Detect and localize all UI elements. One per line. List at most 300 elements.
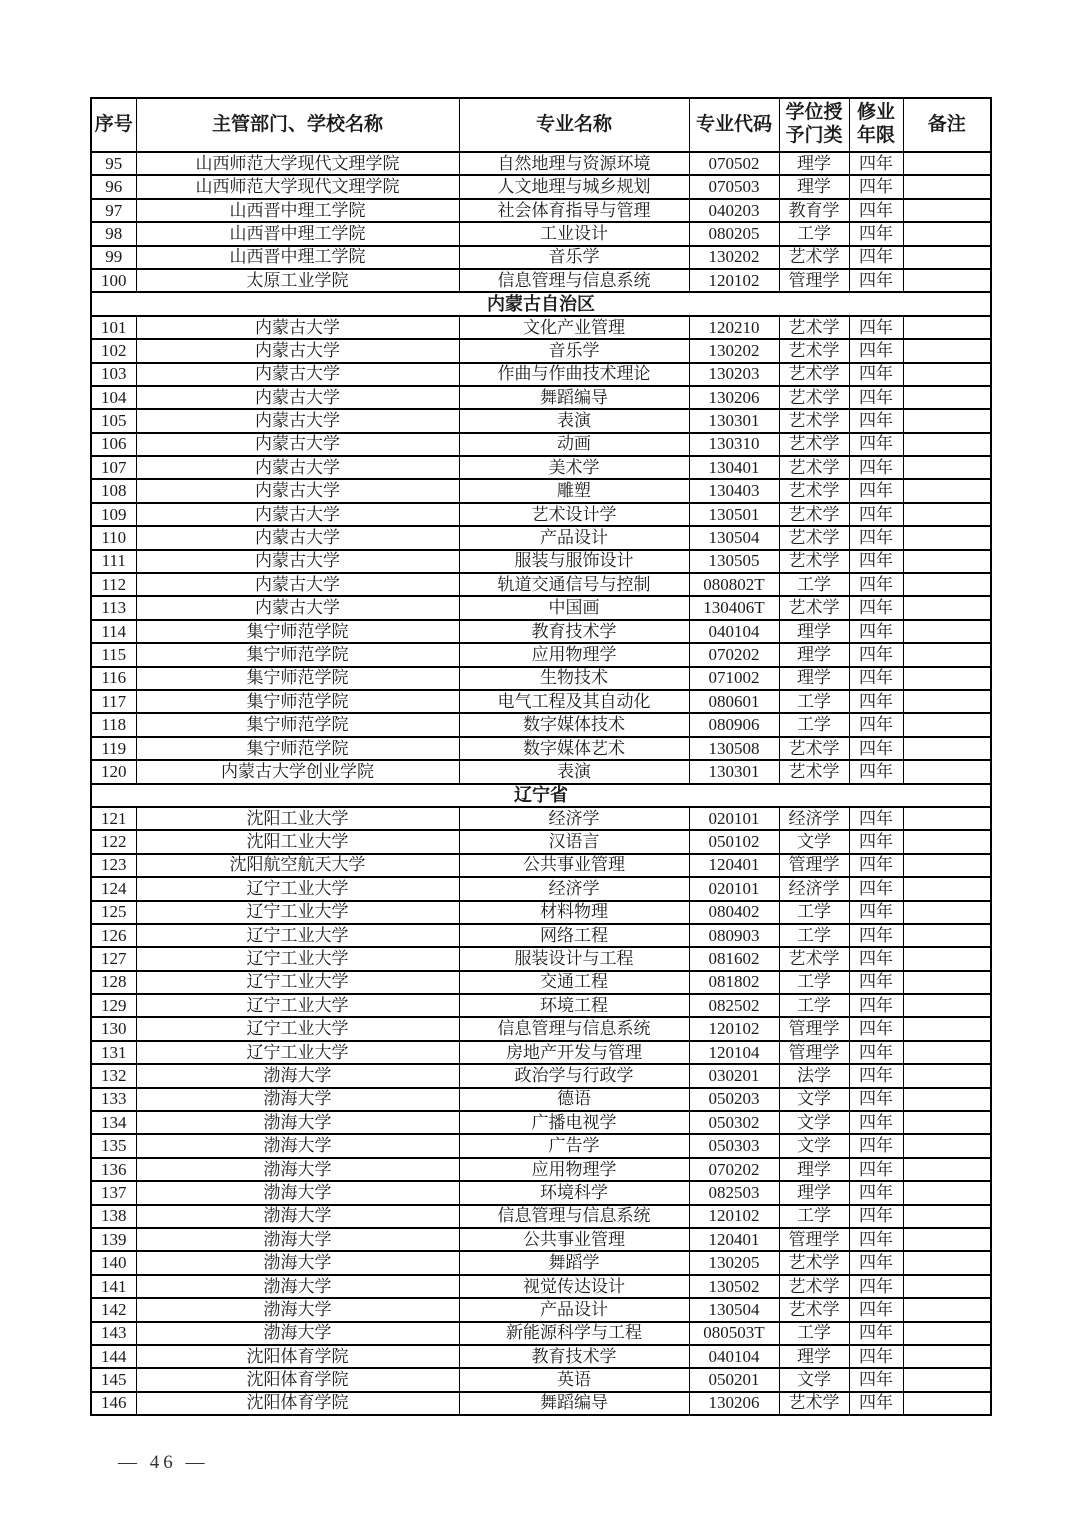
cell-degree: 管理学 <box>779 1041 849 1064</box>
cell-note <box>903 596 991 619</box>
cell-code: 130401 <box>689 456 779 479</box>
cell-major: 产品设计 <box>459 526 689 549</box>
cell-major: 经济学 <box>459 877 689 900</box>
table-row <box>91 175 991 198</box>
cell-school: 内蒙古大学 <box>136 526 459 549</box>
table-row <box>91 1275 991 1298</box>
cell-note <box>903 667 991 690</box>
table-row <box>91 269 991 292</box>
cell-code: 050303 <box>689 1134 779 1157</box>
cell-no: 114 <box>91 620 136 643</box>
cell-degree: 艺术学 <box>779 526 849 549</box>
cell-degree: 艺术学 <box>779 947 849 970</box>
cell-school: 辽宁工业大学 <box>136 924 459 947</box>
cell-code: 130310 <box>689 433 779 456</box>
cell-note <box>903 1275 991 1298</box>
cell-degree: 工学 <box>779 971 849 994</box>
cell-school: 内蒙古大学 <box>136 479 459 502</box>
cell-degree: 艺术学 <box>779 1275 849 1298</box>
table-row <box>91 854 991 877</box>
table-row <box>91 1134 991 1157</box>
cell-major: 自然地理与资源环境 <box>459 152 689 175</box>
cell-major: 公共事业管理 <box>459 1228 689 1251</box>
cell-years: 四年 <box>849 479 903 502</box>
cell-code: 070502 <box>689 152 779 175</box>
cell-school: 内蒙古大学 <box>136 573 459 596</box>
cell-degree: 艺术学 <box>779 760 849 783</box>
cell-degree: 工学 <box>779 1322 849 1345</box>
cell-major: 音乐学 <box>459 246 689 269</box>
cell-major: 交通工程 <box>459 971 689 994</box>
cell-years: 四年 <box>849 550 903 573</box>
cell-degree: 工学 <box>779 713 849 736</box>
cell-major: 舞蹈学 <box>459 1251 689 1274</box>
cell-no: 144 <box>91 1345 136 1368</box>
cell-major: 汉语言 <box>459 830 689 853</box>
cell-degree: 文学 <box>779 1111 849 1134</box>
column-header: 学位授 予门类 <box>779 98 849 152</box>
cell-degree: 工学 <box>779 924 849 947</box>
cell-years: 四年 <box>849 1181 903 1204</box>
cell-code: 070202 <box>689 1158 779 1181</box>
table-row <box>91 246 991 269</box>
table-row <box>91 994 991 1017</box>
cell-no: 110 <box>91 526 136 549</box>
cell-degree: 艺术学 <box>779 1392 849 1415</box>
cell-major: 信息管理与信息系统 <box>459 1205 689 1228</box>
cell-no: 125 <box>91 901 136 924</box>
cell-degree: 理学 <box>779 667 849 690</box>
cell-school: 山西晋中理工学院 <box>136 199 459 222</box>
cell-years: 四年 <box>849 503 903 526</box>
cell-code: 071002 <box>689 667 779 690</box>
cell-school: 渤海大学 <box>136 1134 459 1157</box>
cell-note <box>903 901 991 924</box>
cell-code: 130501 <box>689 503 779 526</box>
cell-major: 表演 <box>459 409 689 432</box>
cell-years: 四年 <box>849 1017 903 1040</box>
cell-major: 电气工程及其自动化 <box>459 690 689 713</box>
cell-school: 集宁师范学院 <box>136 620 459 643</box>
table-row <box>91 1088 991 1111</box>
cell-years: 四年 <box>849 1205 903 1228</box>
cell-code: 080402 <box>689 901 779 924</box>
section-row <box>91 292 991 315</box>
cell-major: 政治学与行政学 <box>459 1064 689 1087</box>
cell-note <box>903 1322 991 1345</box>
cell-school: 内蒙古大学创业学院 <box>136 760 459 783</box>
cell-major: 工业设计 <box>459 222 689 245</box>
cell-school: 山西晋中理工学院 <box>136 222 459 245</box>
cell-code: 050302 <box>689 1111 779 1134</box>
table-row <box>91 503 991 526</box>
cell-no: 106 <box>91 433 136 456</box>
cell-major: 舞蹈编导 <box>459 1392 689 1415</box>
table-row <box>91 433 991 456</box>
cell-code: 020101 <box>689 807 779 830</box>
cell-major: 新能源科学与工程 <box>459 1322 689 1345</box>
cell-note <box>903 994 991 1017</box>
cell-no: 138 <box>91 1205 136 1228</box>
cell-school: 内蒙古大学 <box>136 386 459 409</box>
cell-note <box>903 1017 991 1040</box>
cell-school: 集宁师范学院 <box>136 690 459 713</box>
table-row <box>91 690 991 713</box>
cell-no: 95 <box>91 152 136 175</box>
table-row <box>91 807 991 830</box>
cell-code: 130504 <box>689 526 779 549</box>
cell-degree: 艺术学 <box>779 363 849 386</box>
cell-school: 集宁师范学院 <box>136 643 459 666</box>
cell-note <box>903 433 991 456</box>
cell-degree: 工学 <box>779 1205 849 1228</box>
cell-code: 130202 <box>689 339 779 362</box>
cell-no: 132 <box>91 1064 136 1087</box>
cell-major: 动画 <box>459 433 689 456</box>
cell-school: 集宁师范学院 <box>136 713 459 736</box>
cell-years: 四年 <box>849 1345 903 1368</box>
cell-major: 表演 <box>459 760 689 783</box>
cell-years: 四年 <box>849 643 903 666</box>
cell-major: 数字媒体技术 <box>459 713 689 736</box>
cell-note <box>903 479 991 502</box>
cell-degree: 艺术学 <box>779 339 849 362</box>
cell-years: 四年 <box>849 175 903 198</box>
cell-no: 124 <box>91 877 136 900</box>
table-row <box>91 1041 991 1064</box>
cell-no: 126 <box>91 924 136 947</box>
cell-note <box>903 1158 991 1181</box>
column-header: 专业名称 <box>459 98 689 152</box>
cell-no: 112 <box>91 573 136 596</box>
column-header: 专业代码 <box>689 98 779 152</box>
cell-years: 四年 <box>849 877 903 900</box>
cell-no: 136 <box>91 1158 136 1181</box>
cell-code: 120210 <box>689 316 779 339</box>
cell-school: 内蒙古大学 <box>136 363 459 386</box>
cell-code: 130505 <box>689 550 779 573</box>
table-row <box>91 339 991 362</box>
cell-degree: 艺术学 <box>779 433 849 456</box>
column-header: 修业 年限 <box>849 98 903 152</box>
cell-major: 经济学 <box>459 807 689 830</box>
cell-code: 120102 <box>689 1205 779 1228</box>
cell-school: 山西师范大学现代文理学院 <box>136 152 459 175</box>
cell-note <box>903 1205 991 1228</box>
cell-school: 内蒙古大学 <box>136 550 459 573</box>
cell-note <box>903 1111 991 1134</box>
cell-major: 生物技术 <box>459 667 689 690</box>
cell-years: 四年 <box>849 1088 903 1111</box>
cell-no: 107 <box>91 456 136 479</box>
cell-degree: 艺术学 <box>779 1298 849 1321</box>
cell-years: 四年 <box>849 1064 903 1087</box>
cell-no: 111 <box>91 550 136 573</box>
table-row <box>91 760 991 783</box>
table-row <box>91 222 991 245</box>
cell-years: 四年 <box>849 1158 903 1181</box>
cell-years: 四年 <box>849 363 903 386</box>
section-label: 辽宁省 <box>91 784 991 807</box>
cell-years: 四年 <box>849 573 903 596</box>
cell-school: 渤海大学 <box>136 1275 459 1298</box>
cell-no: 145 <box>91 1368 136 1391</box>
cell-years: 四年 <box>849 667 903 690</box>
table-row <box>91 737 991 760</box>
cell-note <box>903 269 991 292</box>
cell-no: 99 <box>91 246 136 269</box>
cell-years: 四年 <box>849 924 903 947</box>
cell-major: 信息管理与信息系统 <box>459 269 689 292</box>
cell-degree: 工学 <box>779 994 849 1017</box>
cell-years: 四年 <box>849 830 903 853</box>
cell-degree: 理学 <box>779 152 849 175</box>
cell-years: 四年 <box>849 1392 903 1415</box>
cell-school: 渤海大学 <box>136 1205 459 1228</box>
cell-major: 美术学 <box>459 456 689 479</box>
cell-note <box>903 316 991 339</box>
cell-no: 98 <box>91 222 136 245</box>
table-row <box>91 550 991 573</box>
table-row <box>91 877 991 900</box>
cell-note <box>903 573 991 596</box>
cell-school: 辽宁工业大学 <box>136 1041 459 1064</box>
cell-no: 119 <box>91 737 136 760</box>
cell-no: 108 <box>91 479 136 502</box>
table-row <box>91 1181 991 1204</box>
cell-major: 雕塑 <box>459 479 689 502</box>
cell-school: 内蒙古大学 <box>136 433 459 456</box>
cell-degree: 文学 <box>779 830 849 853</box>
cell-code: 130504 <box>689 1298 779 1321</box>
cell-no: 141 <box>91 1275 136 1298</box>
cell-school: 辽宁工业大学 <box>136 1017 459 1040</box>
cell-no: 143 <box>91 1322 136 1345</box>
table-row <box>91 573 991 596</box>
cell-years: 四年 <box>849 526 903 549</box>
cell-code: 080802T <box>689 573 779 596</box>
cell-major: 广告学 <box>459 1134 689 1157</box>
cell-major: 教育技术学 <box>459 620 689 643</box>
cell-years: 四年 <box>849 152 903 175</box>
cell-major: 环境科学 <box>459 1181 689 1204</box>
cell-code: 081802 <box>689 971 779 994</box>
cell-note <box>903 1368 991 1391</box>
cell-degree: 经济学 <box>779 807 849 830</box>
cell-major: 舞蹈编导 <box>459 386 689 409</box>
cell-no: 128 <box>91 971 136 994</box>
cell-school: 内蒙古大学 <box>136 409 459 432</box>
table-row <box>91 1158 991 1181</box>
cell-years: 四年 <box>849 246 903 269</box>
cell-no: 104 <box>91 386 136 409</box>
cell-note <box>903 175 991 198</box>
cell-years: 四年 <box>849 1134 903 1157</box>
cell-note <box>903 222 991 245</box>
cell-degree: 管理学 <box>779 1228 849 1251</box>
section-row <box>91 784 991 807</box>
cell-school: 渤海大学 <box>136 1064 459 1087</box>
cell-degree: 艺术学 <box>779 503 849 526</box>
cell-years: 四年 <box>849 1041 903 1064</box>
cell-code: 030201 <box>689 1064 779 1087</box>
cell-degree: 艺术学 <box>779 246 849 269</box>
cell-note <box>903 1251 991 1274</box>
cell-major: 公共事业管理 <box>459 854 689 877</box>
cell-note <box>903 409 991 432</box>
cell-code: 120104 <box>689 1041 779 1064</box>
cell-school: 太原工业学院 <box>136 269 459 292</box>
cell-no: 130 <box>91 1017 136 1040</box>
cell-code: 130202 <box>689 246 779 269</box>
table-row <box>91 1298 991 1321</box>
cell-code: 082502 <box>689 994 779 1017</box>
cell-note <box>903 643 991 666</box>
table-row <box>91 596 991 619</box>
table-row <box>91 971 991 994</box>
cell-note <box>903 339 991 362</box>
cell-major: 教育技术学 <box>459 1345 689 1368</box>
cell-major: 音乐学 <box>459 339 689 362</box>
cell-degree: 理学 <box>779 1345 849 1368</box>
cell-years: 四年 <box>849 386 903 409</box>
cell-degree: 艺术学 <box>779 479 849 502</box>
cell-years: 四年 <box>849 199 903 222</box>
cell-no: 139 <box>91 1228 136 1251</box>
table-row <box>91 1205 991 1228</box>
cell-no: 97 <box>91 199 136 222</box>
cell-degree: 艺术学 <box>779 737 849 760</box>
cell-code: 130502 <box>689 1275 779 1298</box>
cell-no: 101 <box>91 316 136 339</box>
cell-major: 网络工程 <box>459 924 689 947</box>
table-row <box>91 1111 991 1134</box>
cell-degree: 文学 <box>779 1368 849 1391</box>
cell-no: 137 <box>91 1181 136 1204</box>
major-approval-table <box>90 97 992 1416</box>
cell-note <box>903 1298 991 1321</box>
table-row <box>91 1368 991 1391</box>
table-row <box>91 667 991 690</box>
cell-no: 105 <box>91 409 136 432</box>
cell-note <box>903 1088 991 1111</box>
cell-school: 渤海大学 <box>136 1322 459 1345</box>
cell-no: 118 <box>91 713 136 736</box>
cell-degree: 艺术学 <box>779 386 849 409</box>
cell-no: 116 <box>91 667 136 690</box>
cell-degree: 工学 <box>779 222 849 245</box>
cell-years: 四年 <box>849 222 903 245</box>
cell-degree: 工学 <box>779 573 849 596</box>
cell-degree: 管理学 <box>779 854 849 877</box>
cell-no: 127 <box>91 947 136 970</box>
cell-years: 四年 <box>849 409 903 432</box>
cell-school: 内蒙古大学 <box>136 339 459 362</box>
cell-code: 040104 <box>689 620 779 643</box>
cell-major: 应用物理学 <box>459 643 689 666</box>
cell-code: 130203 <box>689 363 779 386</box>
cell-note <box>903 760 991 783</box>
cell-code: 080205 <box>689 222 779 245</box>
table-row <box>91 386 991 409</box>
cell-years: 四年 <box>849 713 903 736</box>
cell-school: 沈阳航空航天大学 <box>136 854 459 877</box>
cell-no: 117 <box>91 690 136 713</box>
cell-code: 082503 <box>689 1181 779 1204</box>
table-row <box>91 924 991 947</box>
cell-school: 内蒙古大学 <box>136 503 459 526</box>
cell-degree: 艺术学 <box>779 1251 849 1274</box>
cell-no: 129 <box>91 994 136 1017</box>
cell-school: 辽宁工业大学 <box>136 947 459 970</box>
cell-years: 四年 <box>849 854 903 877</box>
cell-degree: 法学 <box>779 1064 849 1087</box>
cell-degree: 管理学 <box>779 269 849 292</box>
cell-note <box>903 503 991 526</box>
cell-years: 四年 <box>849 690 903 713</box>
cell-no: 122 <box>91 830 136 853</box>
cell-note <box>903 1064 991 1087</box>
cell-school: 内蒙古大学 <box>136 456 459 479</box>
cell-degree: 文学 <box>779 1134 849 1157</box>
table-row <box>91 1228 991 1251</box>
cell-school: 沈阳体育学院 <box>136 1345 459 1368</box>
cell-years: 四年 <box>849 994 903 1017</box>
cell-note <box>903 526 991 549</box>
cell-school: 渤海大学 <box>136 1088 459 1111</box>
cell-code: 080601 <box>689 690 779 713</box>
cell-years: 四年 <box>849 269 903 292</box>
cell-years: 四年 <box>849 971 903 994</box>
cell-school: 沈阳工业大学 <box>136 807 459 830</box>
cell-years: 四年 <box>849 737 903 760</box>
cell-note <box>903 690 991 713</box>
cell-major: 视觉传达设计 <box>459 1275 689 1298</box>
cell-no: 133 <box>91 1088 136 1111</box>
cell-note <box>903 1345 991 1368</box>
cell-degree: 工学 <box>779 690 849 713</box>
cell-major: 服装设计与工程 <box>459 947 689 970</box>
cell-school: 辽宁工业大学 <box>136 994 459 1017</box>
cell-degree: 工学 <box>779 901 849 924</box>
table-row <box>91 830 991 853</box>
table-header <box>91 98 991 152</box>
cell-no: 100 <box>91 269 136 292</box>
cell-no: 109 <box>91 503 136 526</box>
cell-no: 102 <box>91 339 136 362</box>
cell-years: 四年 <box>849 596 903 619</box>
cell-school: 沈阳体育学院 <box>136 1368 459 1391</box>
cell-degree: 艺术学 <box>779 409 849 432</box>
cell-years: 四年 <box>849 1275 903 1298</box>
cell-degree: 教育学 <box>779 199 849 222</box>
cell-years: 四年 <box>849 1251 903 1274</box>
cell-code: 120401 <box>689 854 779 877</box>
cell-code: 040104 <box>689 1345 779 1368</box>
cell-note <box>903 713 991 736</box>
cell-code: 130301 <box>689 409 779 432</box>
cell-note <box>903 737 991 760</box>
table-row <box>91 620 991 643</box>
cell-note <box>903 1228 991 1251</box>
table-row <box>91 901 991 924</box>
cell-code: 120102 <box>689 269 779 292</box>
cell-code: 070503 <box>689 175 779 198</box>
cell-major: 德语 <box>459 1088 689 1111</box>
section-label: 内蒙古自治区 <box>91 292 991 315</box>
cell-school: 山西师范大学现代文理学院 <box>136 175 459 198</box>
cell-code: 050203 <box>689 1088 779 1111</box>
